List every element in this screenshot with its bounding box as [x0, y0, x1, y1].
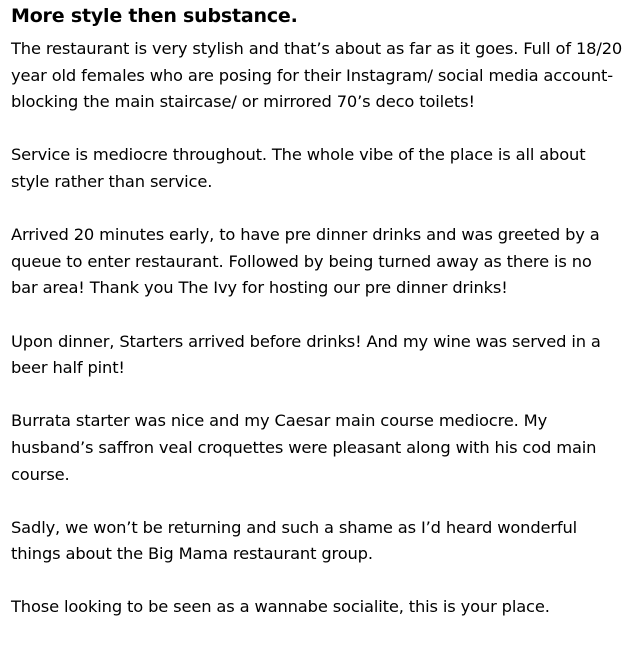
review-body: [11, 36, 623, 621]
review-paragraph: Those looking to be seen as a wannabe socialite, this is your place.: [11, 597, 550, 617]
review-paragraph: Burrata starter was nice and my Caesar main course mediocre. My husband’s saffron veal croquettes were pleasant along with his cod main course.: [11, 411, 597, 484]
review-paragraph: Service is mediocre throughout. The whole vibe of the place is all about style rather than service.: [11, 145, 586, 191]
review-title: More style then substance.: [11, 5, 298, 27]
review-paragraph: Upon dinner, Starters arrived before drinks! And my wine was served in a beer half pint!: [11, 331, 601, 378]
review-paragraph: The restaurant is very stylish and that’s about as far as it goes. Full of 18/20 year old females who are posing for their Instagram/ social media account- blocking the main staircase/ or mirrored 70’s deco toilets!: [11, 39, 623, 112]
review-paragraph: Sadly, we won’t be returning and such a shame as I’d heard wonderful things about the Big Mama restaurant group.: [11, 517, 578, 564]
review-card: [11, 3, 623, 621]
review-paragraph: Arrived 20 minutes early, to have pre dinner drinks and was greeted by a queue to enter restaurant. Followed by being turned away as there is no bar area! Thank you The Ivy for hosting our pre dinner drinks!: [11, 225, 600, 298]
